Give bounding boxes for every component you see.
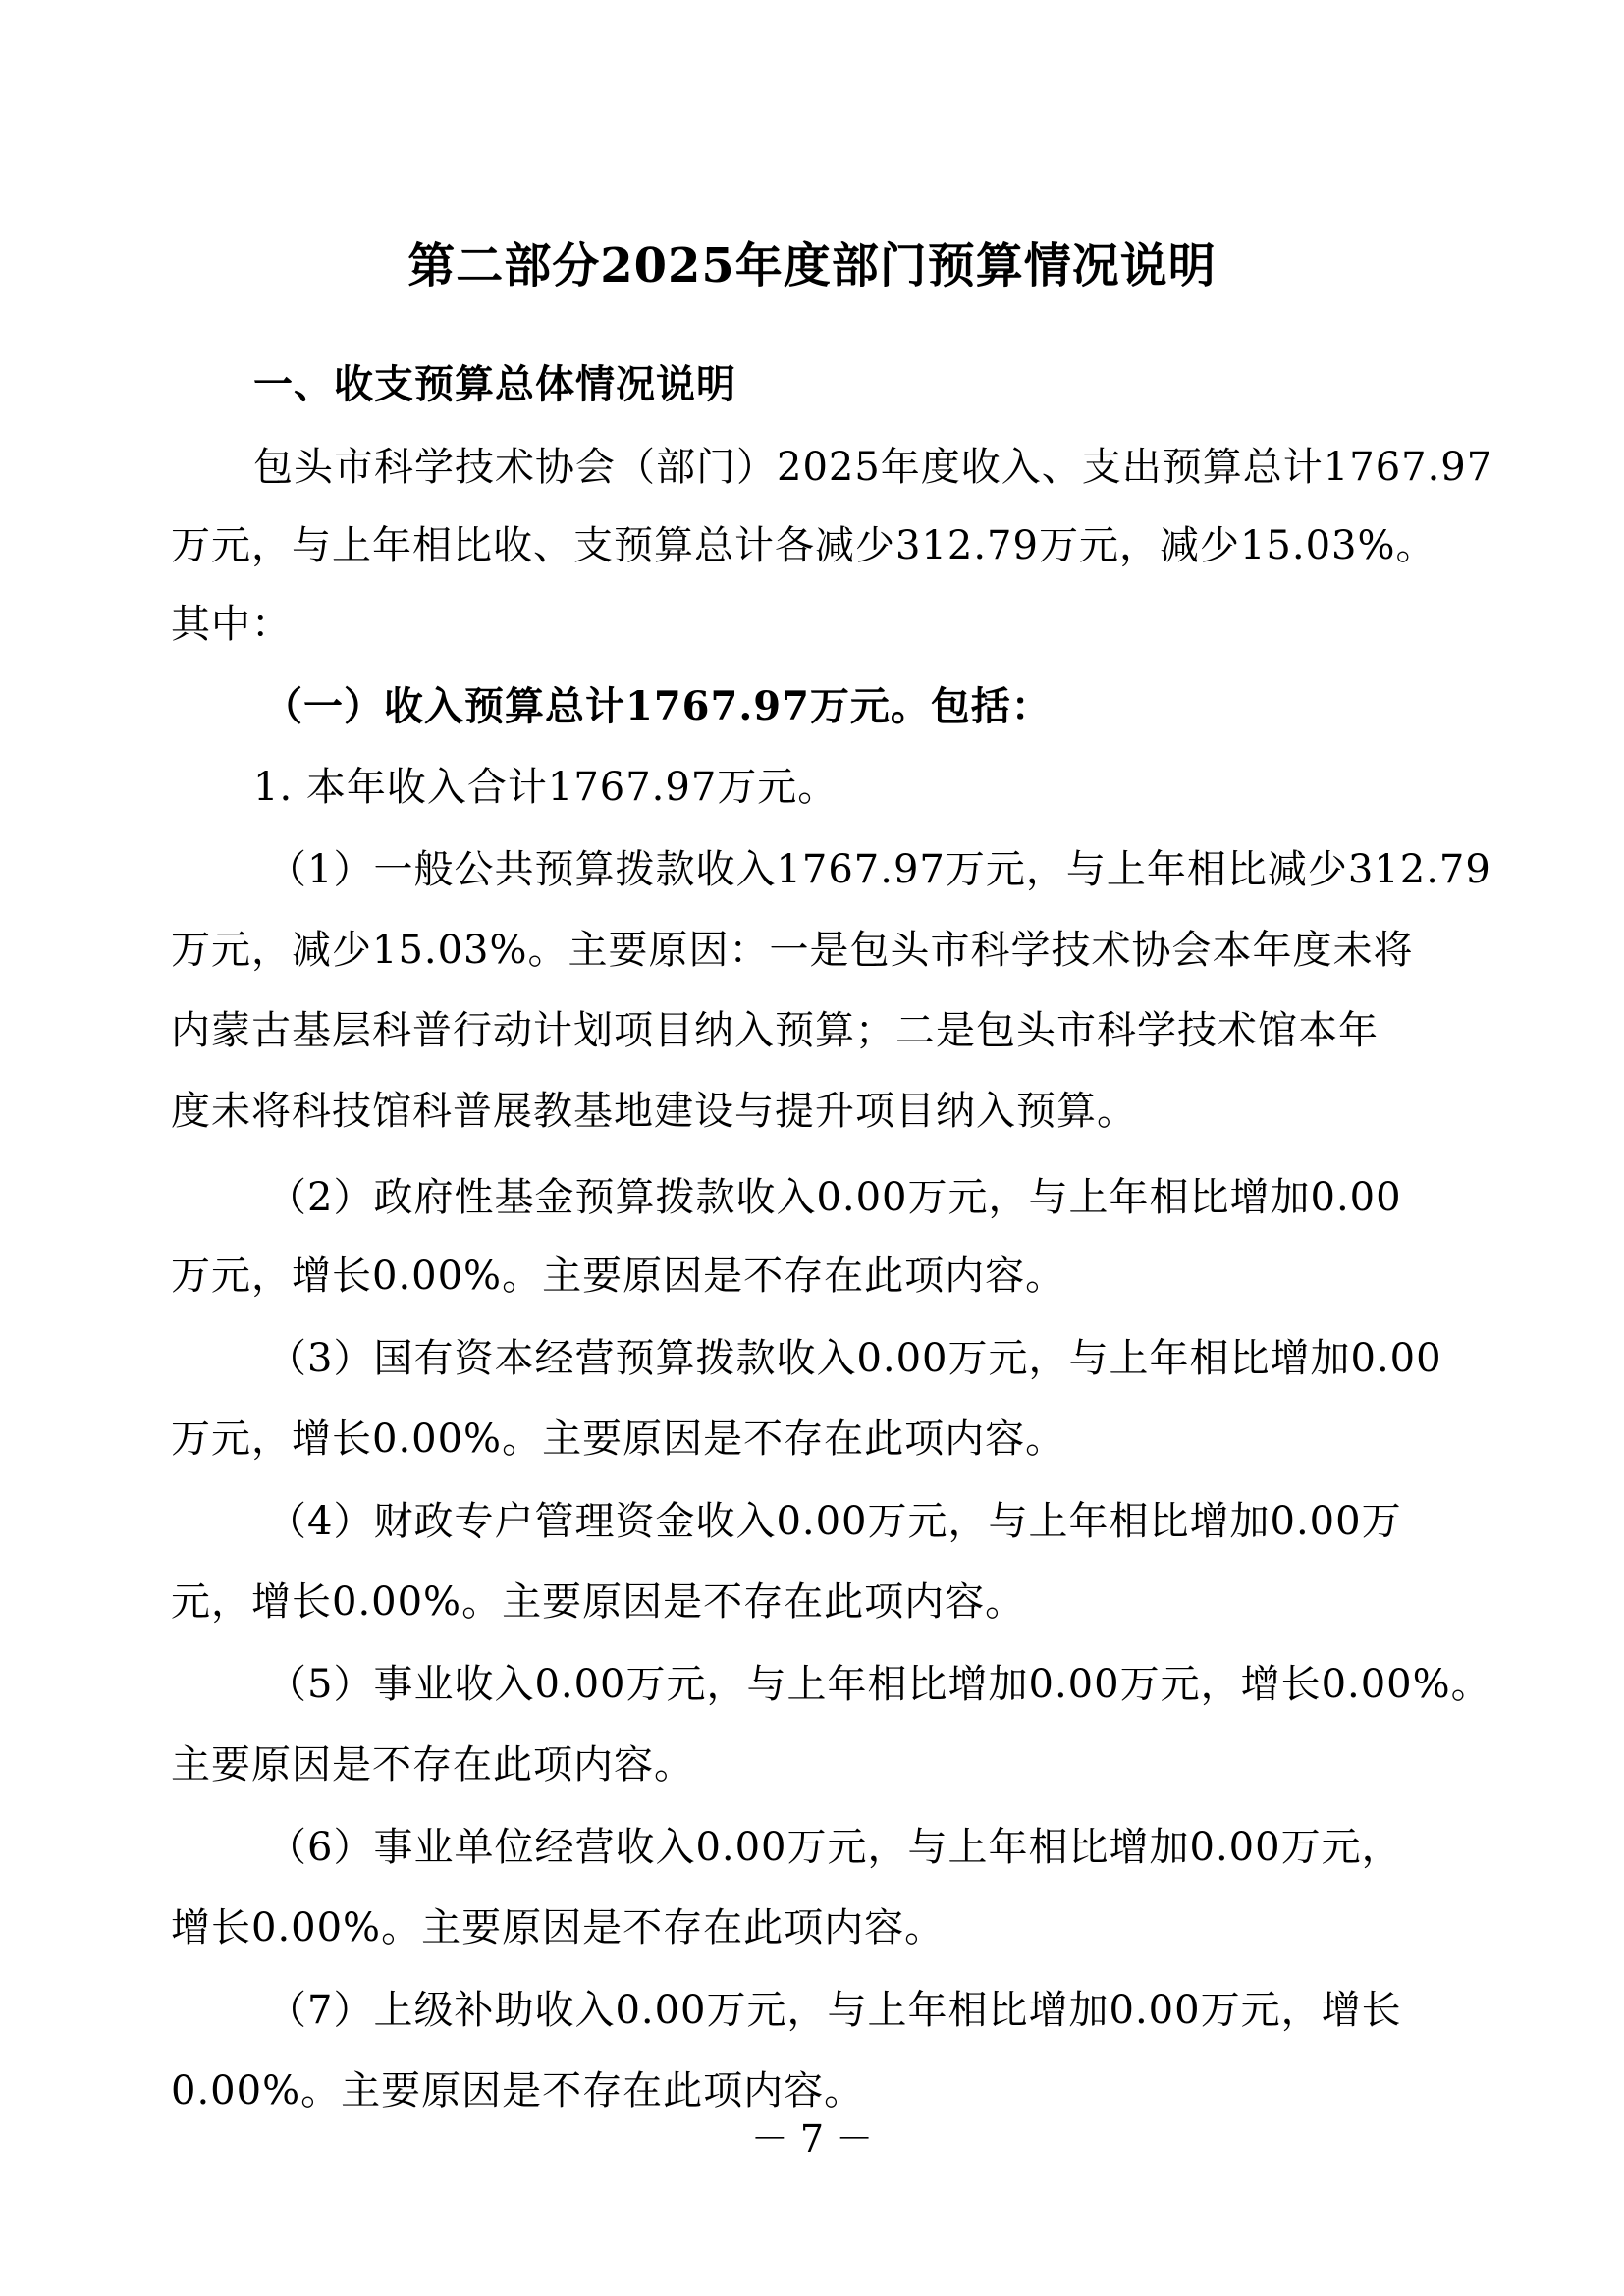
page-number: － 7 －: [750, 2117, 874, 2161]
income-subheading: （一）收入预算总计1767.97万元。包括：: [263, 683, 1052, 729]
paragraph-4-line-2: 元，增长0.00%。主要原因是不存在此项内容。: [171, 1579, 1026, 1625]
paragraph-6-line-2: 增长0.00%。主要原因是不存在此项内容。: [171, 1905, 946, 1950]
paragraph-2-line-1: （2）政府性基金预算拨款收入0.00万元，与上年相比增加0.00: [267, 1175, 1402, 1220]
paragraph-3-line-2: 万元，增长0.00%。主要原因是不存在此项内容。: [171, 1416, 1066, 1462]
paragraph-5-line-1: （5）事业收入0.00万元，与上年相比增加0.00万元，增长0.00%。: [267, 1662, 1491, 1707]
paragraph-1-line-1: （1）一般公共预算拨款收入1767.97万元，与上年相比减少312.79: [267, 847, 1491, 892]
paragraph-1-line-2: 万元，减少15.03%。主要原因：一是包头市科学技术协会本年度未将: [171, 928, 1414, 973]
page-title: 第二部分2025年度部门预算情况说明: [407, 239, 1217, 294]
paragraph-1-line-4: 度未将科技馆科普展教基地建设与提升项目纳入预算。: [171, 1089, 1137, 1134]
paragraph-1-line-3: 内蒙古基层科普行动计划项目纳入预算；二是包头市科学技术馆本年: [171, 1008, 1379, 1053]
item-1-line: 1. 本年收入合计1767.97万元。: [253, 765, 839, 810]
paragraph-7-line-2: 0.00%。主要原因是不存在此项内容。: [171, 2068, 865, 2113]
paragraph-6-line-1: （6）事业单位经营收入0.00万元，与上年相比增加0.00万元，: [267, 1825, 1402, 1870]
paragraph-4-line-1: （4）财政专户管理资金收入0.00万元，与上年相比增加0.00万: [267, 1499, 1402, 1544]
paragraph-2-line-2: 万元，增长0.00%。主要原因是不存在此项内容。: [171, 1254, 1066, 1299]
paragraph-5-line-2: 主要原因是不存在此项内容。: [171, 1742, 694, 1788]
section-heading: 一、收支预算总体情况说明: [253, 362, 736, 407]
intro-line-2: 万元，与上年相比收、支预算总计各减少312.79万元，减少15.03%。: [171, 523, 1436, 568]
paragraph-7-line-1: （7）上级补助收入0.00万元，与上年相比增加0.00万元，增长: [267, 1988, 1402, 2033]
intro-line-3: 其中：: [171, 602, 292, 647]
intro-line-1: 包头市科学技术协会（部门）2025年度收入、支出预算总计1767.97: [253, 445, 1493, 490]
paragraph-3-line-1: （3）国有资本经营预算拨款收入0.00万元，与上年相比增加0.00: [267, 1336, 1442, 1381]
